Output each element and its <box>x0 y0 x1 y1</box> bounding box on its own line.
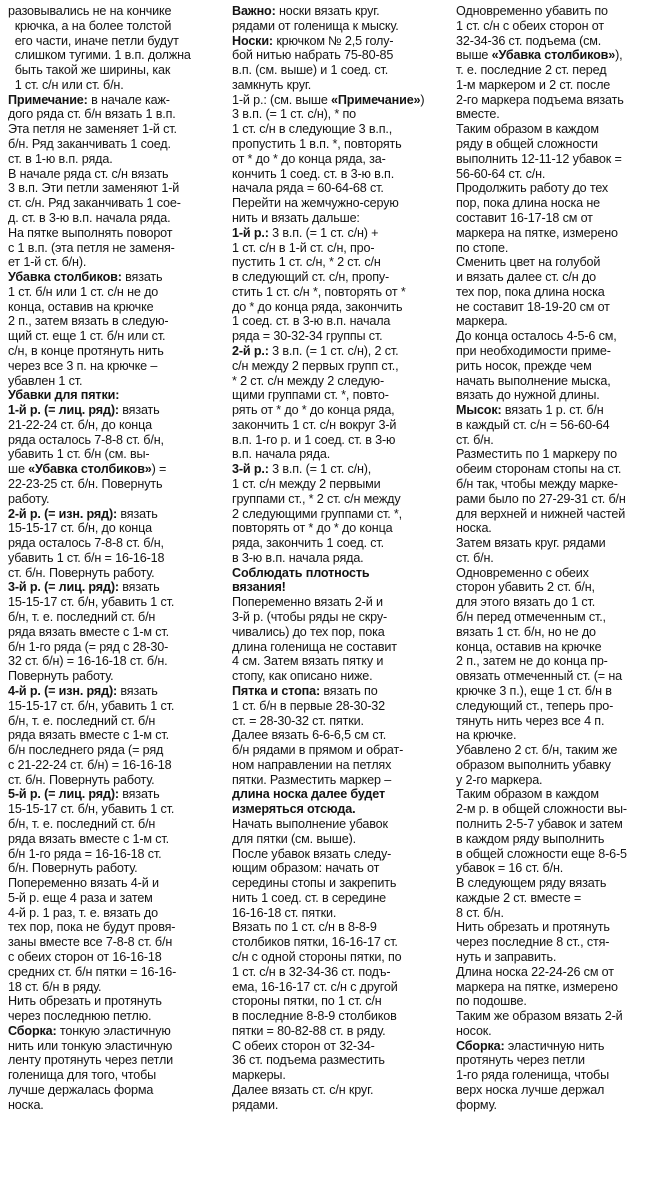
text-line: 4 см. Затем вязать пятку и <box>232 654 384 669</box>
text-line: носок. <box>456 1023 492 1038</box>
text-line: 1-й р. (= лиц. ряд): вязать <box>8 403 160 418</box>
text-line: 1 ст. с/н в следующие 3 в.п., <box>232 122 393 137</box>
text-line: 1 ст. с/н или ст. б/н. <box>8 77 124 92</box>
text-line: 1 соед. ст. в 3-ю в.п. начала <box>232 314 391 329</box>
text-line: с 1 в.п. (эта петля не заменя- <box>8 240 175 255</box>
text-line: с/н между 2 первых групп ст., <box>232 358 399 373</box>
text-line: В следующем ряду вязать <box>456 876 607 891</box>
paragraph <box>8 270 222 388</box>
text-line: Далее вязать ст. с/н круг. <box>232 1083 374 1098</box>
text-line: длина носка далее будет <box>232 787 385 802</box>
text-line: пустить 1 ст. с/н, * 2 ст. с/н <box>232 255 381 270</box>
text-line: с/н с одной стороны пятки, по <box>232 950 402 964</box>
text-line: дого ряда ст. б/н вязать 1 в.п. <box>8 107 176 122</box>
text-line: вместе. <box>456 107 500 122</box>
text-line: 2-й р. (= изн. ряд): вязать <box>8 506 158 521</box>
paragraph <box>232 1083 446 1113</box>
paragraph <box>8 226 222 270</box>
text-line: 21-22-24 ст. б/н, до конца <box>8 417 153 432</box>
text-line: 3 в.п. Эти петли заменяют 1-й <box>8 181 180 196</box>
paragraph <box>456 787 670 876</box>
text-line: для этого вязать до 1 ст. <box>456 595 596 610</box>
text-line: Пятка и стопа: вязать по <box>232 683 378 698</box>
text-column-middle <box>232 4 446 1113</box>
paragraph <box>232 847 446 921</box>
text-line: в последние 8-8-9 столбиков <box>232 1009 397 1024</box>
text-line: для пятки (см. выше). <box>232 831 357 846</box>
text-line: пятки. Разместить маркер – <box>232 772 392 787</box>
text-line: разовывались не на кончике <box>8 4 172 18</box>
text-line: Разместить по 1 маркеру по <box>456 447 617 462</box>
paragraph <box>456 743 670 787</box>
text-line: заны вместе все 7-8-8 ст. б/н <box>8 935 173 950</box>
text-line: нуть и заправить. <box>456 950 557 964</box>
text-line: выполнить 12-11-12 убавок = <box>456 151 622 166</box>
text-line: лучше держалась форма <box>8 1083 154 1098</box>
text-line: б/н перед отмеченным ст., <box>456 610 606 625</box>
text-line: стопу, как описано ниже. <box>232 669 373 684</box>
text-line: маркера на пятке, измерено <box>456 979 618 994</box>
text-line: тянуть нить через все 4 п. <box>456 713 605 728</box>
text-line: 15-15-17 ст. б/н, убавить 1 ст. <box>8 802 175 817</box>
text-line: вязания! <box>232 580 286 595</box>
text-line: В начале ряда ст. с/н вязать <box>8 166 169 181</box>
paragraph <box>232 595 446 684</box>
text-line: Нить обрезать и протянуть <box>456 920 610 935</box>
text-line: Попеременно вязать 4-й и <box>8 876 159 891</box>
text-line: форму. <box>456 1097 497 1112</box>
text-line: б/н рядами в прямом и обрат- <box>232 743 404 758</box>
text-line: ряда вязать вместе с 1-м ст. <box>8 728 169 743</box>
text-line: 1-й р.: (см. выше «Примечание») <box>232 92 425 107</box>
text-line: ст. б/н. <box>456 432 494 447</box>
paragraph <box>8 876 222 994</box>
text-line: Соблюдать плотность <box>232 565 370 580</box>
text-line: ряда, закончить 1 соед. ст. <box>232 536 384 551</box>
text-line: в следующий ст. с/н, пропу- <box>232 270 390 285</box>
text-line: крючка, а на более толстой <box>8 18 172 33</box>
paragraph <box>8 994 222 1024</box>
text-line: Затем вязать круг. рядами <box>456 536 606 551</box>
text-line: 1 ст. с/н с обеих сторон от <box>456 18 604 33</box>
text-line: у 2-го маркера. <box>456 772 543 787</box>
paragraph <box>456 329 670 403</box>
paragraph <box>8 388 222 506</box>
text-line: 32 ст. б/н) = 16-16-18 ст. б/н. <box>8 654 168 669</box>
text-line: Мысок: вязать 1 р. ст. б/н <box>456 403 604 418</box>
text-line: б/н так, чтобы между марке- <box>456 477 618 491</box>
text-line: стить 1 ст. с/н *, повторять от * <box>232 284 406 299</box>
text-line: 1 ст. с/н в 1-й ст. с/н, про- <box>232 240 375 255</box>
text-line: убавок = 16 ст. б/н. <box>456 861 564 876</box>
text-line: протянуть через петли <box>456 1053 585 1068</box>
text-line: по стопе. <box>456 240 509 255</box>
text-line: Повернуть работу. <box>8 669 114 684</box>
text-line: Начать выполнение убавок <box>232 816 388 831</box>
text-line: Вязать по 1 ст. с/н в 8-8-9 <box>232 920 377 935</box>
text-line: 1 ст. с/н между 2 первыми <box>232 477 381 491</box>
text-line: Сборка: тонкую эластичную <box>8 1023 171 1038</box>
paragraph <box>456 965 670 1009</box>
text-line: ема, 16-16-17 ст. с/н с другой <box>232 979 398 994</box>
text-line: Таким образом в каждом <box>456 787 599 802</box>
text-line: при необходимости приме- <box>456 343 611 358</box>
text-line: С обеих сторон от 32-34- <box>232 1038 375 1053</box>
text-line: 2 следующими группами ст. *, <box>232 506 403 521</box>
paragraph <box>8 4 222 93</box>
text-line: Перейти на жемчужно-серую <box>232 196 399 211</box>
text-line: с 21-22-24 ст. б/н) = 16-16-18 <box>8 757 172 772</box>
paragraph <box>456 876 670 920</box>
text-line: маркера на пятке, измерено <box>456 225 618 240</box>
paragraph <box>232 34 446 93</box>
text-line: по подошве. <box>456 994 527 1009</box>
text-line: Убавлено 2 ст. б/н, таким же <box>456 743 618 758</box>
text-line: До конца осталось 4-5-6 см, <box>456 329 617 344</box>
text-line: ст. в 1-ю в.п. ряда. <box>8 151 113 166</box>
text-line: начать выполнение мыска, <box>456 373 611 388</box>
paragraph <box>456 920 670 964</box>
text-line: Одновременно с обеих <box>456 565 589 580</box>
text-line: рядами. <box>232 1097 279 1112</box>
text-line: 1 ст. б/н в первые 28-30-32 <box>232 698 385 713</box>
text-line: тех пор, пока длина носка <box>456 284 605 299</box>
text-line: через все 3 п. на крючке – <box>8 358 158 373</box>
text-line: вязать 1 ст. б/н, но не до <box>456 624 596 639</box>
text-line: 1-го ряда голенища, чтобы <box>456 1068 610 1083</box>
text-line: 4-й р. 1 раз, т. е. вязать до <box>8 905 158 920</box>
text-line: рами было по 27-29-31 ст. б/н <box>456 491 626 506</box>
paragraph <box>232 226 446 344</box>
text-line: составит 16-17-18 см от <box>456 210 593 225</box>
text-line: ряда осталось 7-8-8 ст. б/н, <box>8 536 164 551</box>
text-line: ряду в общей сложности <box>456 137 598 152</box>
text-line: 2 п., затем не до конца пр- <box>456 654 608 669</box>
text-line: б/н 1-го ряда = 16-16-18 ст. <box>8 846 162 861</box>
text-line: ет 1-й ст. б/н). <box>8 255 87 270</box>
text-line: нить 1 соед. ст. в середине <box>232 890 387 905</box>
text-line: Продолжить работу до тех <box>456 181 609 196</box>
text-line: 2-м р. в общей сложности вы- <box>456 802 627 817</box>
text-line: крючке 3 п.), еще 1 ст. б/н в <box>456 683 612 698</box>
text-line: 2-й р.: 3 в.п. (= 1 ст. с/н), 2 ст. <box>232 343 399 358</box>
paragraph <box>232 462 446 565</box>
text-line: Длина носка 22-24-26 см от <box>456 964 614 979</box>
text-line: убавить 1 ст. б/н (см. вы- <box>8 447 150 462</box>
text-line: 1-й р.: 3 в.п. (= 1 ст. с/н) + <box>232 225 379 240</box>
paragraph <box>456 536 670 566</box>
text-line: в.п. начала ряда. <box>232 447 331 462</box>
text-line: конца, оставив на крючке <box>8 299 154 314</box>
text-line: в каждом ряду выполнить <box>456 831 605 846</box>
text-line: б/н, т. е. последний ст. б/н <box>8 610 156 625</box>
text-line: чивались) до тех пор, пока <box>232 624 385 639</box>
text-line: 56-60-64 ст. с/н. <box>456 166 546 181</box>
paragraph <box>456 1009 670 1039</box>
text-line: измеряться отсюда. <box>232 802 356 817</box>
text-line: ряда = 30-32-34 группы ст. <box>232 329 383 344</box>
text-line: образом выполнить убавку <box>456 757 611 772</box>
text-line: закончить 1 ст. с/н вокруг 3-й <box>232 417 397 432</box>
text-line: т. е. последние 2 ст. перед <box>456 63 607 78</box>
text-line: б/н. Повернуть работу. <box>8 861 138 876</box>
text-column-right <box>456 4 670 1113</box>
text-line: 22-23-25 ст. б/н. Повернуть <box>8 477 163 491</box>
text-line: носка. <box>456 521 492 536</box>
text-line: средних ст. б/н пятки = 16-16- <box>8 964 177 979</box>
text-line: повторять от * до * до конца <box>232 521 393 536</box>
paragraph <box>8 93 222 167</box>
text-line: сторон убавить 2 ст. б/н, <box>456 580 595 595</box>
text-line: 36 ст. подъема разместить <box>232 1053 385 1068</box>
text-line: 3-й р.: 3 в.п. (= 1 ст. с/н), <box>232 462 372 477</box>
paragraph <box>232 920 446 1038</box>
text-line: Одновременно убавить по <box>456 4 608 18</box>
text-line: 32-34-36 ст. подъема (см. <box>456 33 602 48</box>
paragraph <box>456 122 670 181</box>
paragraph <box>456 566 670 743</box>
text-line: не составит 18-19-20 см от <box>456 299 610 314</box>
text-line: 5-й р. еще 4 раза и затем <box>8 890 153 905</box>
text-line: выше «Убавка столбиков»), <box>456 48 623 63</box>
text-line: ст. = 28-30-32 ст. пятки. <box>232 713 364 728</box>
text-line: 3-й р. (= лиц. ряд): вязать <box>8 580 160 595</box>
text-line: вязать до нужной длины. <box>456 388 600 403</box>
text-line: 4-й р. (= изн. ряд): вязать <box>8 683 158 698</box>
text-line: его части, иначе петли будут <box>8 33 179 48</box>
text-line: обеим сторонам стопы на ст. <box>456 462 622 477</box>
text-line: в.п. (см. выше) и 1 соед. ст. <box>232 63 389 78</box>
text-column-left <box>8 4 222 1113</box>
text-line: После убавок вязать следу- <box>232 846 392 861</box>
paragraph <box>456 403 670 447</box>
text-line: Примечание: в начале каж- <box>8 92 170 107</box>
text-line: конца, оставив на крючке <box>456 639 602 654</box>
text-line: нить и вязать дальше: <box>232 210 360 225</box>
paragraph <box>232 684 446 817</box>
text-line: Важно: носки вязать круг. <box>232 4 380 18</box>
text-line: начала ряда = 60-64-68 ст. <box>232 181 384 196</box>
text-line: 2-го маркера подъема вязать <box>456 92 624 107</box>
text-line: голенища для того, чтобы <box>8 1068 157 1083</box>
text-line: 15-15-17 ст. б/н, убавить 1 ст. <box>8 698 175 713</box>
text-line: щими группами ст. *, повто- <box>232 388 389 403</box>
paragraph <box>232 196 446 226</box>
paragraph <box>232 4 446 34</box>
text-line: пропустить 1 в.п. *, повторять <box>232 137 402 152</box>
paragraph <box>232 566 446 596</box>
paragraph <box>8 1024 222 1113</box>
text-line: стороны пятки, по 1 ст. с/н <box>232 994 382 1009</box>
text-line: Таким образом в каждом <box>456 122 599 137</box>
text-line: в каждый ст. с/н = 56-60-64 <box>456 417 610 432</box>
paragraph <box>456 255 670 329</box>
text-line: 15-15-17 ст. б/н, убавить 1 ст. <box>8 595 175 610</box>
text-line: Убавки для пятки: <box>8 388 120 403</box>
text-line: На пятке выполнять поворот <box>8 225 173 240</box>
text-line: середины стопы и закрепить <box>232 876 397 891</box>
paragraph <box>8 787 222 876</box>
text-line: группами ст., * 2 ст. с/н между <box>232 491 401 506</box>
text-line: бой нитью набрать 75-80-85 <box>232 48 394 63</box>
text-line: длина голенища не составит <box>232 639 397 654</box>
text-line: маркера. <box>456 314 508 329</box>
text-line: ст. с/н. Ряд заканчивать 1 сое- <box>8 196 181 211</box>
paragraph <box>232 817 446 847</box>
text-line: б/н 1-го ряда (= ряд с 28-30- <box>8 639 169 654</box>
text-line: ном направлении на петлях <box>232 757 392 772</box>
text-line: ленту протянуть через петли <box>8 1053 174 1068</box>
text-line: для верхней и нижней частей <box>456 506 626 521</box>
text-line: б/н, т. е. последний ст. б/н <box>8 816 156 831</box>
text-line: пор, пока длина носка не <box>456 196 601 211</box>
text-line: Попеременно вязать 2-й и <box>232 595 383 610</box>
text-line: с/н, в конце протянуть нить <box>8 343 164 358</box>
text-line: в общей сложности еще 8-6-5 <box>456 846 627 861</box>
text-line: через последнюю петлю. <box>8 1009 152 1024</box>
text-line: на крючке. <box>456 728 517 743</box>
text-line: с обеих сторон от 16-16-18 <box>8 950 162 964</box>
text-line: маркеры. <box>232 1068 286 1083</box>
text-line: Носки: крючком № 2,5 голу- <box>232 33 394 48</box>
text-line: 15-15-17 ст. б/н, до конца <box>8 521 153 536</box>
text-line: столбиков пятки, 16-16-17 ст. <box>232 935 398 950</box>
paragraph <box>8 580 222 683</box>
text-line: верх носка лучше держал <box>456 1083 605 1098</box>
text-line: щий ст. еще 1 ст. б/н или ст. <box>8 329 166 344</box>
text-line: 18 ст. б/н в ряду. <box>8 979 102 994</box>
text-line: рить носок, прежде чем <box>456 358 592 373</box>
text-line: 2 п., затем вязать в следую- <box>8 314 169 329</box>
text-line: слишком тугими. 1 в.п. должна <box>8 48 191 63</box>
text-line: в 3-ю в.п. начала ряда. <box>232 550 364 565</box>
paragraph <box>232 1039 446 1083</box>
text-line: 5-й р. (= лиц. ряд): вязать <box>8 787 160 802</box>
text-line: тех пор, пока не будут провя- <box>8 920 176 935</box>
paragraph <box>8 684 222 787</box>
text-line: 1 ст. б/н или 1 ст. с/н не до <box>8 284 159 299</box>
paragraph <box>232 93 446 196</box>
paragraph <box>456 181 670 255</box>
text-line: 8 ст. б/н. <box>456 905 504 920</box>
text-line: ряда вязать вместе с 1-м ст. <box>8 624 169 639</box>
text-line: в.п. 1-го р. и 1 соед. ст. в 3-ю <box>232 432 396 447</box>
text-line: и вязать далее ст. с/н до <box>456 270 596 285</box>
paragraph <box>8 507 222 581</box>
text-line: б/н. Ряд заканчивать 1 соед. <box>8 137 171 152</box>
text-line: до * до конца ряда, закончить <box>232 299 403 314</box>
text-line: Убавка столбиков: вязать <box>8 270 163 285</box>
text-line: ше «Убавка столбиков») = <box>8 462 167 477</box>
text-line: овязать отмеченный ст. (= на <box>456 669 622 684</box>
text-line: Сменить цвет на голубой <box>456 255 601 270</box>
text-line: работу. <box>8 491 50 506</box>
text-line: каждые 2 ст. вместе = <box>456 890 582 905</box>
text-line: быть такой же ширины, как <box>8 63 171 78</box>
paragraph <box>456 1039 670 1113</box>
text-line: 16-16-18 ст. пятки. <box>232 905 337 920</box>
text-line: кончить 1 соед. ст. в 3-ю в.п. <box>232 166 395 181</box>
text-line: ст. б/н. Повернуть работу. <box>8 772 155 787</box>
text-line: замкнуть круг. <box>232 77 312 92</box>
text-line: рядами от голенища к мыску. <box>232 18 399 33</box>
text-line: ст. б/н. <box>456 550 494 565</box>
paragraph <box>8 167 222 226</box>
paragraph <box>232 344 446 462</box>
text-line: ющим образом: начать от <box>232 861 380 876</box>
text-line: через последние 8 ст., стя- <box>456 935 610 950</box>
text-line: 3 в.п. (= 1 ст. с/н), * по <box>232 107 356 122</box>
text-line: д. ст. в 3-ю в.п. начала ряда. <box>8 210 171 225</box>
text-line: нить или тонкую эластичную <box>8 1038 173 1053</box>
paragraph <box>456 4 670 122</box>
text-line: убавлен 1 ст. <box>8 373 83 388</box>
text-line: пятки = 80-82-88 ст. в ряду. <box>232 1023 386 1038</box>
text-line: 1-м маркером и 2 ст. после <box>456 77 611 92</box>
text-line: Нить обрезать и протянуть <box>8 994 162 1009</box>
text-line: б/н, т. е. последний ст. б/н <box>8 713 156 728</box>
text-line: Таким же образом вязать 2-й <box>456 1009 623 1024</box>
text-line: от * до * до конца ряда, за- <box>232 151 386 166</box>
text-line: ст. б/н. Повернуть работу. <box>8 565 155 580</box>
text-line: ряда вязать вместе с 1-м ст. <box>8 831 169 846</box>
text-line: следующий ст., теперь про- <box>456 698 614 713</box>
text-line: Сборка: эластичную нить <box>456 1038 605 1053</box>
text-line: * 2 ст. с/н между 2 следую- <box>232 373 385 388</box>
text-line: 3-й р. (чтобы ряды не скру- <box>232 610 388 625</box>
text-line: б/н последнего ряда (= ряд <box>8 743 164 758</box>
text-line: Эта петля не заменяет 1-й ст. <box>8 122 177 137</box>
text-line: носка. <box>8 1097 44 1112</box>
text-line: рять от * до * до конца ряда, <box>232 403 395 418</box>
paragraph <box>456 447 670 536</box>
text-line: ряда осталось 7-8-8 ст. б/н, <box>8 432 164 447</box>
text-line: убавить 1 ст. б/н = 16-16-18 <box>8 550 165 565</box>
text-line: Далее вязать 6-6-6,5 см ст. <box>232 728 387 743</box>
text-line: 1 ст. с/н в 32-34-36 ст. подъ- <box>232 964 391 979</box>
text-line: полнить 2-5-7 убавок и затем <box>456 816 623 831</box>
